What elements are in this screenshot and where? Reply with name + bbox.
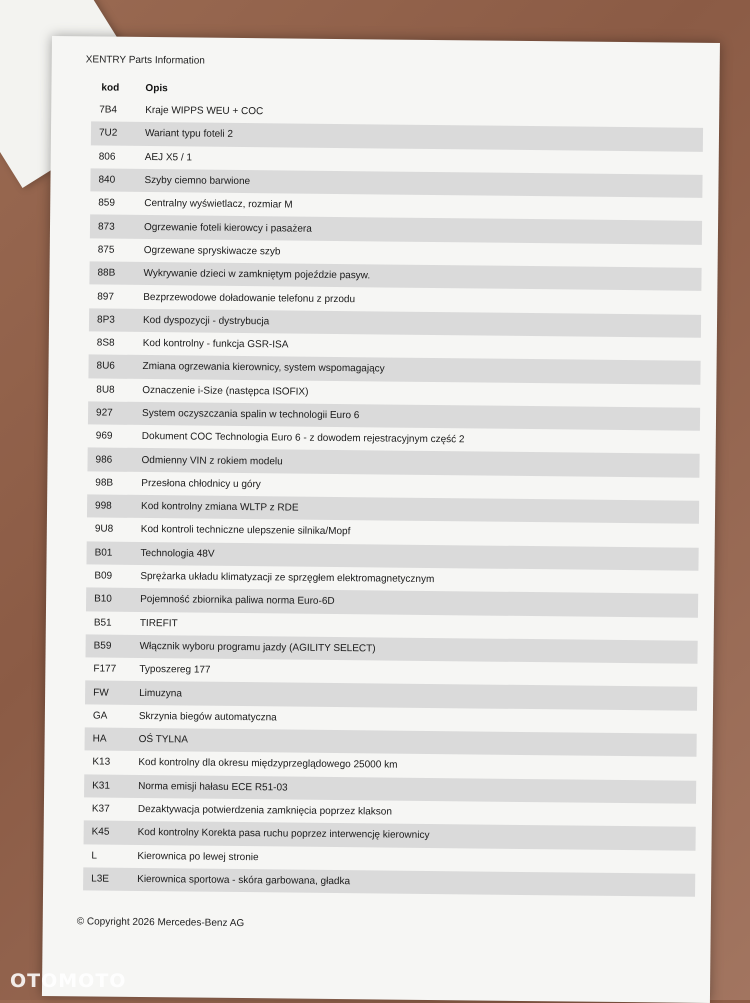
row-description: Skrzynia biegów automatyczna bbox=[138, 710, 277, 724]
row-description: Ogrzewanie foteli kierowcy i pasażera bbox=[143, 221, 312, 235]
row-description: AEJ X5 / 1 bbox=[144, 151, 193, 164]
row-code: B59 bbox=[93, 640, 112, 652]
row-code: GA bbox=[92, 710, 108, 722]
row-description: Typoszereg 177 bbox=[139, 664, 211, 676]
row-description: Dokument COC Technologia Euro 6 - z dowodem rejestracyjnym część 2 bbox=[141, 431, 465, 446]
row-code: 88B bbox=[97, 267, 116, 279]
row-description: Wariant typu foteli 2 bbox=[144, 128, 234, 141]
row-code: 840 bbox=[98, 174, 116, 186]
row-code: F177 bbox=[93, 663, 117, 675]
row-description: Kod kontrolny Korekta pasa ruchu poprzez interwencję kierownicy bbox=[137, 827, 430, 842]
row-code: 806 bbox=[98, 151, 116, 163]
otomoto-watermark: OTOMOTO bbox=[10, 970, 127, 992]
table-row bbox=[83, 867, 695, 897]
row-code: 998 bbox=[95, 500, 112, 512]
copyright-notice: © Copyright 2026 Mercedes-Benz AG bbox=[76, 916, 245, 930]
row-description: TIREFIT bbox=[139, 617, 178, 630]
row-code: 8S8 bbox=[96, 337, 115, 349]
row-description: Oznaczenie i-Size (następca ISOFIX) bbox=[142, 384, 309, 398]
row-code: K37 bbox=[91, 803, 110, 815]
document-sheet bbox=[42, 36, 720, 1003]
row-code: 897 bbox=[97, 291, 115, 303]
row-description: Kierownica sportowa - skóra garbowana, gładka bbox=[137, 873, 351, 888]
row-code: 969 bbox=[95, 430, 113, 442]
row-description: Technologia 48V bbox=[140, 547, 215, 560]
row-code: 875 bbox=[97, 244, 115, 256]
row-code: 98B bbox=[95, 477, 114, 489]
row-code: K31 bbox=[92, 780, 111, 792]
row-description: Kod kontrolny dla okresu międzyprzeglądowego 25000 km bbox=[138, 757, 398, 772]
row-code: FW bbox=[93, 687, 109, 699]
row-description: Kierownica po lewej stronie bbox=[137, 850, 259, 863]
column-header-description: Opis bbox=[145, 82, 168, 95]
row-code: 7U2 bbox=[98, 127, 118, 140]
row-code: 873 bbox=[97, 221, 115, 233]
row-description: Sprężarka układu klimatyzacji ze sprzęgłem elektromagnetycznym bbox=[140, 571, 435, 586]
row-code: K13 bbox=[92, 756, 111, 769]
row-code: 7B4 bbox=[99, 104, 118, 116]
column-header-code: kod bbox=[101, 82, 120, 94]
row-description: OŚ TYLNA bbox=[138, 734, 188, 746]
row-description: Pojemność zbiornika paliwa norma Euro-6D bbox=[140, 594, 335, 608]
row-description: Odmienny VIN z rokiem modelu bbox=[141, 454, 283, 468]
row-description: System oczyszczania spalin w technologii Euro 6 bbox=[141, 407, 360, 422]
row-code: L bbox=[91, 850, 98, 862]
row-description: Ogrzewane spryskiwacze szyb bbox=[143, 244, 281, 258]
row-description: Dezaktywacja potwierdzenia zamknięcia poprzez klakson bbox=[137, 803, 392, 818]
row-description: Kod kontrolny - funkcja GSR-ISA bbox=[142, 338, 289, 351]
row-code: 8U8 bbox=[96, 384, 115, 396]
row-code: 8P3 bbox=[96, 314, 115, 326]
row-code: B51 bbox=[93, 617, 112, 629]
row-code: 8U6 bbox=[96, 360, 115, 373]
parts-table bbox=[83, 98, 703, 896]
row-code: 9U8 bbox=[94, 523, 114, 536]
row-description: Limuzyna bbox=[139, 687, 182, 699]
row-description: Norma emisji hałasu ECE R51-03 bbox=[138, 780, 288, 794]
row-description: Kod dyspozycji - dystrybucja bbox=[142, 314, 270, 328]
row-code: B10 bbox=[94, 593, 112, 606]
row-code: 859 bbox=[98, 197, 115, 209]
row-code: HA bbox=[92, 733, 107, 745]
row-description: Bezprzewodowe doładowanie telefonu z przodu bbox=[143, 291, 356, 305]
row-code: 927 bbox=[95, 407, 113, 419]
row-description: Centralny wyświetlacz, rozmiar M bbox=[144, 198, 293, 211]
row-description: Kraje WIPPS WEU + COC bbox=[145, 105, 264, 118]
row-description: Kod kontroli techniczne ulepszenie silnika/Mopf bbox=[140, 524, 351, 538]
row-code: 986 bbox=[95, 454, 113, 466]
row-code: L3E bbox=[91, 873, 110, 885]
row-description: Zmiana ogrzewania kierownicy, system wspomagający bbox=[142, 361, 385, 375]
row-code: B01 bbox=[94, 547, 113, 559]
row-description: Wykrywanie dzieci w zamkniętym pojeździe pasyw. bbox=[143, 268, 371, 282]
row-description: Szyby ciemno barwione bbox=[144, 175, 251, 188]
row-description: Przesłona chłodnicy u góry bbox=[141, 477, 261, 491]
row-description: Włącznik wyboru programu jazdy (AGILITY SELECT) bbox=[139, 640, 376, 655]
row-description: Kod kontrolny zmiana WLTP z RDE bbox=[141, 501, 299, 514]
row-code: B09 bbox=[94, 570, 113, 582]
document-header: XENTRY Parts Information bbox=[85, 54, 205, 67]
row-code: K45 bbox=[91, 826, 110, 838]
